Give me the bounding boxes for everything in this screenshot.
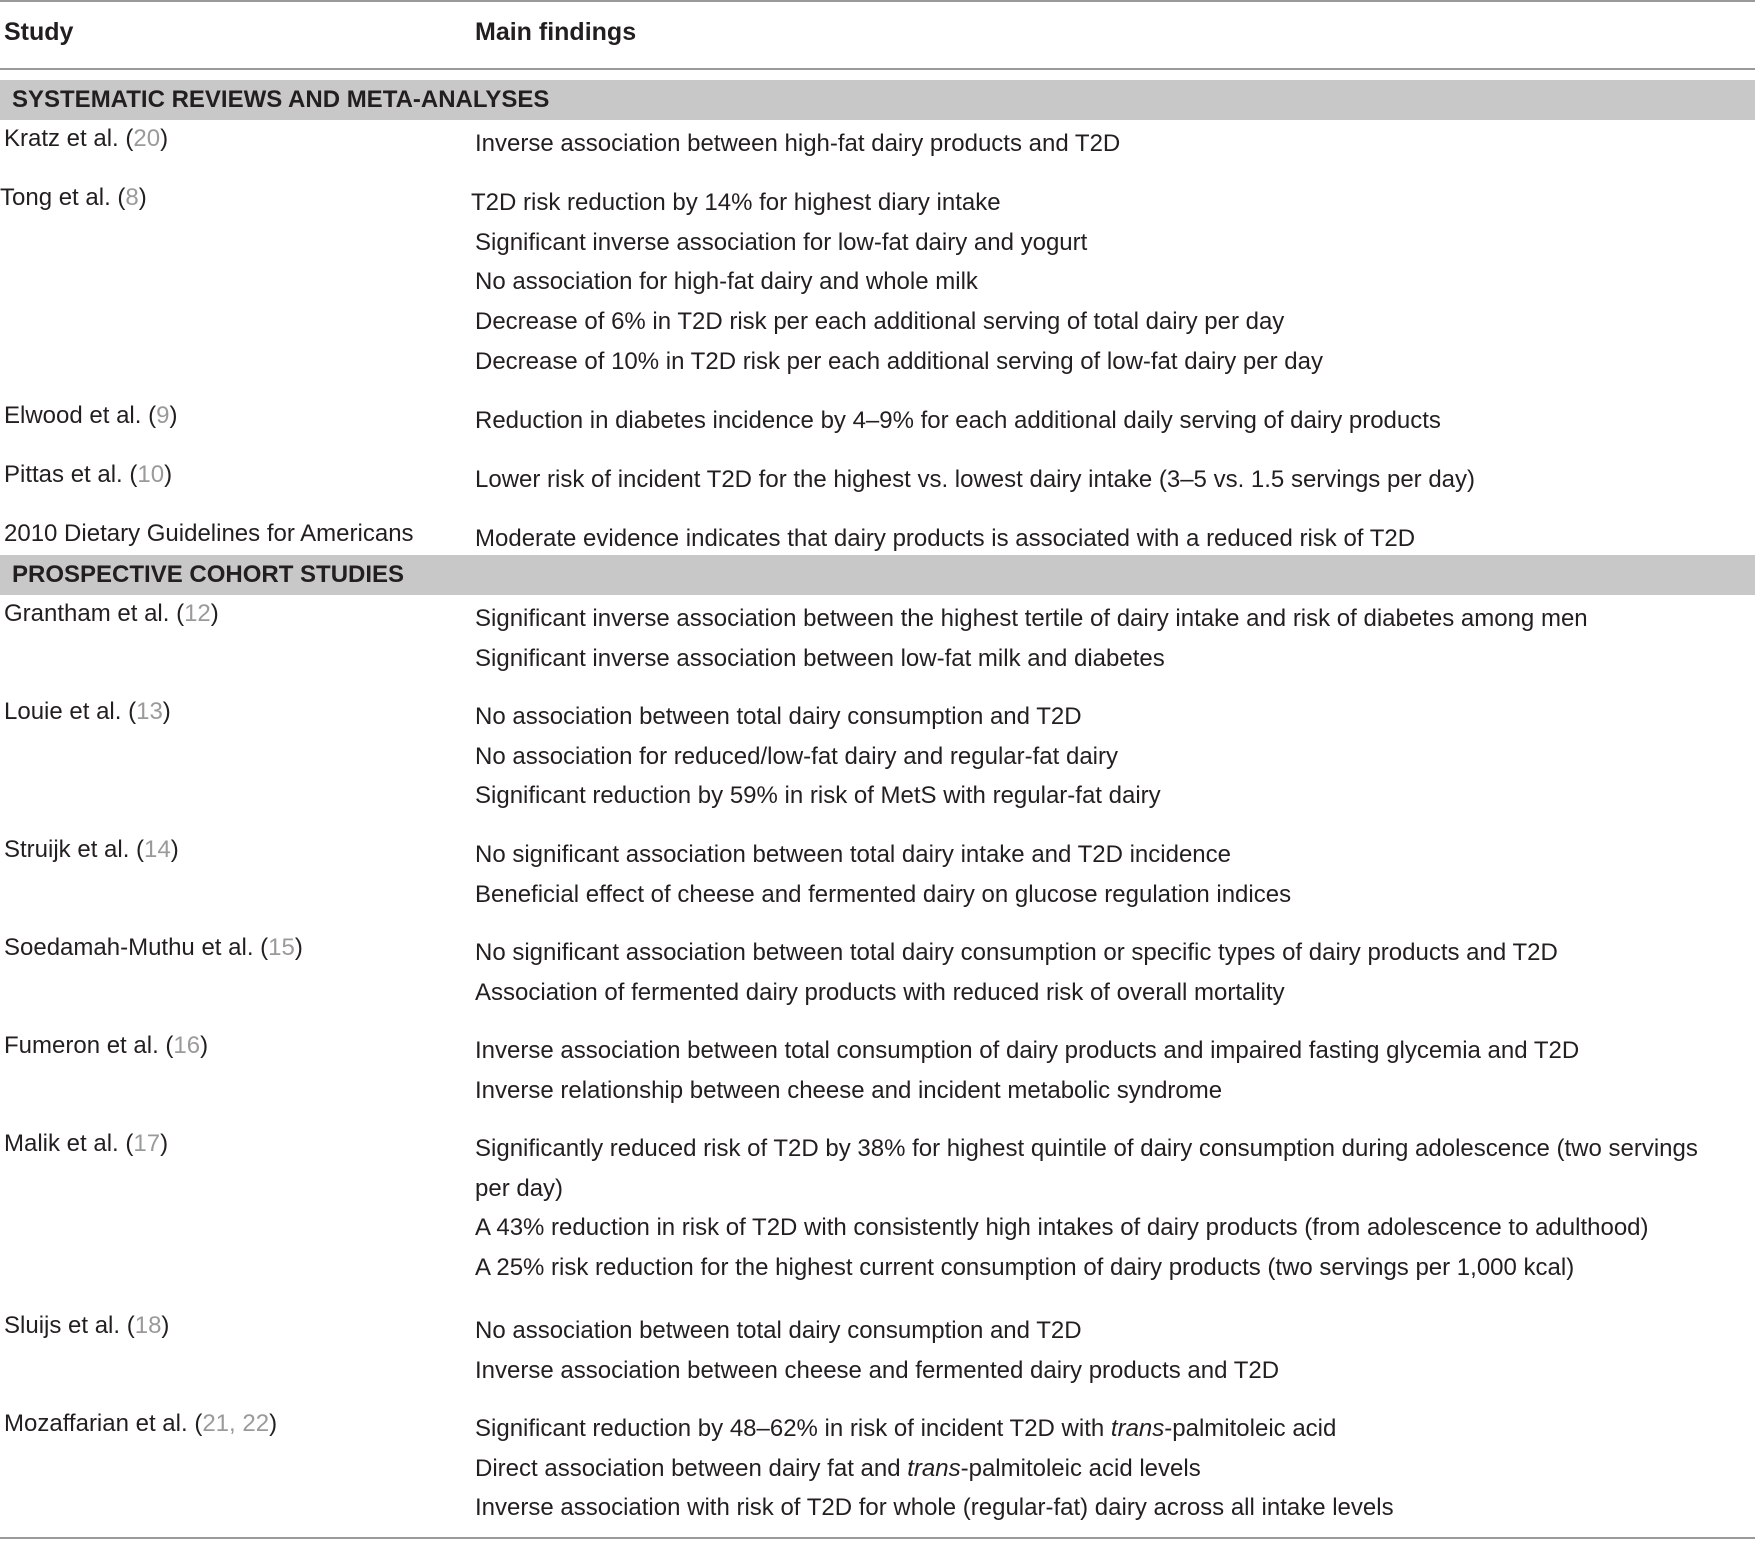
top-rule — [0, 0, 1755, 2]
findings-cell — [475, 933, 1755, 1012]
reference-link[interactable]: 14 — [144, 836, 171, 863]
study-cell: Elwood et al. (9) — [4, 402, 178, 429]
study-cell: Kratz et al. (20) — [4, 125, 169, 152]
finding-line: Significant inverse association for low-fat dairy and yogurt — [475, 228, 1088, 256]
findings-cell — [475, 1409, 1755, 1528]
study-cell: Pittas et al. (10) — [4, 461, 173, 488]
finding-line: No association between total dairy consumption and T2D — [475, 703, 1082, 730]
reference-link[interactable]: 17 — [133, 1130, 161, 1157]
study-cell: 2010 Dietary Guidelines for Americans — [4, 520, 414, 547]
reference-link[interactable]: 15 — [268, 934, 295, 961]
findings-cell — [475, 401, 1755, 441]
reference-link[interactable]: 18 — [134, 1312, 162, 1339]
study-cell: Louie et al. (13) — [4, 698, 171, 725]
finding-line: No association for reduced/low-fat dairy and regular-fat dairy — [475, 742, 1118, 770]
study-cell: Malik et al. (17) — [4, 1130, 169, 1157]
findings-cell — [475, 599, 1755, 678]
finding-line: Moderate evidence indicates that dairy products is associated with a reduced risk of T2D — [475, 525, 1416, 552]
findings-cell — [471, 183, 1755, 382]
findings-cell — [475, 1031, 1755, 1110]
finding-line: T2D risk reduction by 14% for highest diary intake — [471, 189, 1001, 216]
reference-link[interactable]: 12 — [184, 600, 211, 627]
finding-line: Decrease of 6% in T2D risk per each additional serving of total dairy per day — [475, 308, 1285, 336]
study-cell: Tong et al. (8) — [0, 184, 147, 211]
findings-cell — [475, 124, 1755, 164]
finding-line: No association for high-fat dairy and whole milk — [475, 268, 978, 296]
finding-line: Significantly reduced risk of T2D by 38% for highest quintile of dairy consumption during adolescence (two servings per day) — [475, 1135, 1698, 1202]
header-rule — [0, 68, 1755, 70]
finding-line: A 25% risk reduction for the highest current consumption of dairy products (two servings per 1,000 kcal) — [475, 1254, 1575, 1282]
reference-link[interactable]: 10 — [137, 461, 165, 488]
findings-cell — [475, 1129, 1755, 1288]
finding-line: Inverse relationship between cheese and incident metabolic syndrome — [475, 1076, 1223, 1104]
findings-cell — [475, 519, 1755, 559]
finding-line: Lower risk of incident T2D for the highest vs. lowest dairy intake (3–5 vs. 1.5 servings per day) — [475, 466, 1476, 493]
study-cell: Grantham et al. (12) — [4, 600, 219, 627]
finding-line: A 43% reduction in risk of T2D with consistently high intakes of dairy products (from adolescence to adulthood) — [475, 1214, 1649, 1242]
findings-cell — [475, 697, 1755, 816]
reference-link[interactable]: 8 — [125, 184, 139, 211]
reference-link[interactable]: 21, 22 — [202, 1410, 270, 1437]
findings-cell — [475, 835, 1755, 914]
italic-prefix: trans — [907, 1454, 961, 1482]
finding-line: No significant association between total dairy intake and T2D incidence — [475, 841, 1231, 868]
section-bar-prospective-cohort: PROSPECTIVE COHORT STUDIES — [0, 555, 1755, 595]
bottom-rule — [0, 1537, 1755, 1539]
findings-cell — [475, 460, 1755, 500]
finding-line: Reduction in diabetes incidence by 4–9% for each additional daily serving of dairy products — [475, 407, 1441, 434]
study-cell: Soedamah-Muthu et al. (15) — [4, 934, 303, 961]
reference-link[interactable]: 16 — [173, 1032, 201, 1059]
italic-prefix: trans — [1110, 1415, 1165, 1442]
reference-link[interactable]: 9 — [156, 402, 170, 429]
finding-line: Significant reduction by 59% in risk of MetS with regular-fat dairy — [475, 782, 1161, 810]
study-cell: Struijk et al. (14) — [4, 836, 179, 863]
finding-line: Inverse association between high-fat dairy products and T2D — [475, 130, 1121, 157]
study-cell: Mozaffarian et al. (21, 22) — [4, 1410, 278, 1437]
reference-link[interactable]: 20 — [133, 125, 161, 152]
finding-line: Direct association between dairy fat and trans-palmitoleic acid levels — [475, 1454, 1201, 1482]
finding-line: Inverse association with risk of T2D for whole (regular-fat) dairy across all intake levels — [475, 1494, 1394, 1522]
finding-line: Beneficial effect of cheese and fermented dairy on glucose regulation indices — [475, 880, 1292, 908]
finding-line: Significant reduction by 48–62% in risk of incident T2D with trans-palmitoleic acid — [475, 1415, 1337, 1442]
study-cell: Fumeron et al. (16) — [4, 1032, 209, 1059]
section-bar-systematic-reviews: SYSTEMATIC REVIEWS AND META-ANALYSES — [0, 80, 1755, 120]
finding-line: No association between total dairy consumption and T2D — [475, 1317, 1082, 1344]
finding-line: Significant inverse association between low-fat milk and diabetes — [475, 644, 1165, 672]
finding-line: Significant inverse association between the highest tertile of dairy intake and risk of diabetes among men — [475, 605, 1588, 632]
finding-line: Inverse association between cheese and fermented dairy products and T2D — [475, 1356, 1280, 1384]
reference-link[interactable]: 13 — [136, 698, 163, 725]
finding-line: No significant association between total dairy consumption or specific types of dairy products and T2D — [475, 939, 1558, 966]
findings-cell — [475, 1311, 1755, 1390]
column-header-study: Study — [4, 18, 74, 46]
column-header-findings: Main findings — [475, 18, 637, 46]
finding-line: Inverse association between total consumption of dairy products and impaired fasting glycemia and T2D — [475, 1037, 1580, 1064]
finding-line: Decrease of 10% in T2D risk per each additional serving of low-fat dairy per day — [475, 347, 1323, 375]
finding-line: Association of fermented dairy products with reduced risk of overall mortality — [475, 978, 1285, 1006]
study-cell: Sluijs et al. (18) — [4, 1312, 170, 1339]
